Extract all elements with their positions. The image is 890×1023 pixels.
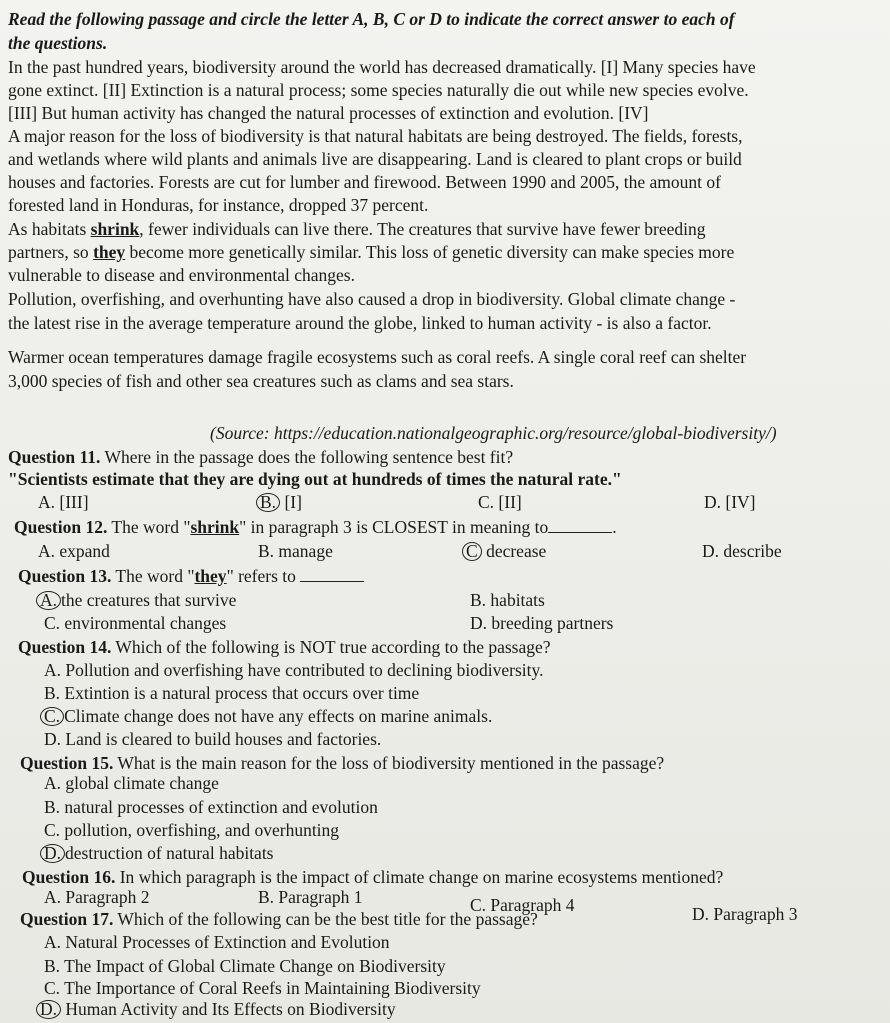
passage-line: Warmer ocean temperatures damage fragile ecosystems such as coral reefs. A single coral reef can shelter [8, 347, 747, 367]
q15-option-a[interactable]: A. global climate change [44, 773, 219, 793]
q11-option-b[interactable]: B. [I] [260, 491, 302, 513]
question-14: Question 14. Which of the following is NOT true according to the passage? [18, 637, 551, 657]
q14-option-c[interactable]: C. Climate change does not have any effects on marine animals. [44, 705, 492, 727]
q14-option-a[interactable]: A. Pollution and overfishing have contributed to declining biodiversity. [44, 660, 544, 680]
underlined-word-shrink: shrink [90, 219, 140, 239]
question-11-quote: "Scientists estimate that they are dying out at hundreds of times the natural rate." [8, 469, 622, 489]
q12-option-c[interactable]: C decrease [466, 540, 546, 562]
question-16: Question 16. In which paragraph is the impact of climate change on marine ecosystems mentioned? [22, 867, 724, 887]
q16-option-d[interactable]: D. Paragraph 3 [692, 904, 798, 924]
q15-option-b[interactable]: B. natural processes of extinction and evolution [44, 797, 378, 817]
passage-line: houses and factories. Forests are cut for lumber and firewood. Between 1990 and 2005, the amount of [8, 172, 721, 192]
answer-blank [548, 518, 612, 533]
q14-option-b[interactable]: B. Extintion is a natural process that occurs over time [44, 683, 420, 703]
q16-option-c[interactable]: C. Paragraph 4 [470, 895, 575, 915]
q16-option-b[interactable]: B. Paragraph 1 [258, 887, 363, 907]
q16-option-a[interactable]: A. Paragraph 2 [44, 887, 150, 907]
instruction-line-1: Read the following passage and circle the letter A, B, C or D to indicate the correct answer to each of [8, 9, 735, 29]
question-17: Question 17. Which of the following can be the best title for the passage? [20, 909, 538, 929]
answer-circle: C. [40, 707, 64, 726]
answer-circle: A. [36, 591, 61, 610]
q12-option-a[interactable]: A. expand [38, 541, 110, 561]
instruction-line-2: the questions. [8, 33, 108, 53]
source-citation: (Source: https://education.nationalgeographic.org/resource/global-biodiversity/) [210, 423, 777, 443]
q17-option-a[interactable]: A. Natural Processes of Extinction and Evolution [44, 932, 390, 952]
q13-option-c[interactable]: C. environmental changes [44, 613, 227, 633]
q11-option-d[interactable]: D. [IV] [704, 492, 756, 512]
q17-option-c[interactable]: C. The Importance of Coral Reefs in Maintaining Biodiversity [44, 978, 481, 998]
passage-line: and wetlands where wild plants and animals live are disappearing. Land is cleared to plant crops or build [8, 149, 742, 169]
question-13: Question 13. The word "they" refers to [18, 565, 364, 587]
q11-option-c[interactable]: C. [II] [478, 492, 522, 512]
passage-line: A major reason for the loss of biodiversity is that natural habitats are being destroyed. The fields, forests, [8, 126, 743, 146]
answer-circle: D. [40, 844, 65, 863]
q13-option-d[interactable]: D. breeding partners [470, 613, 614, 633]
passage-line: As habitats shrink, fewer individuals can live there. The creatures that survive have fewer breeding [8, 219, 706, 239]
passage-line: Pollution, overfishing, and overhunting have also caused a drop in biodiversity. Global climate change - [8, 289, 736, 309]
q12-option-b[interactable]: B. manage [258, 541, 333, 561]
q11-option-a[interactable]: A. [III] [38, 492, 89, 512]
question-11: Question 11. Where in the passage does the following sentence best fit? [8, 447, 514, 467]
q17-option-b[interactable]: B. The Impact of Global Climate Change on Biodiversity [44, 956, 446, 976]
passage-line: [III] But human activity has changed the natural processes of extinction and evolution. [IV] [8, 103, 649, 123]
passage-line: 3,000 species of fish and other sea creatures such as clams and sea stars. [8, 371, 514, 391]
question-15: Question 15. What is the main reason for the loss of biodiversity mentioned in the passage? [20, 753, 665, 773]
passage-line: In the past hundred years, biodiversity around the world has decreased dramatically. [I] Many species have [8, 57, 756, 77]
passage-line: gone extinct. [II] Extinction is a natural process; some species naturally die out while new species evolve. [8, 80, 749, 100]
q14-option-d[interactable]: D. Land is cleared to build houses and factories. [44, 729, 382, 749]
passage-line: the latest rise in the average temperature around the globe, linked to human activity - is also a factor. [8, 313, 712, 333]
q15-option-d[interactable]: D. destruction of natural habitats [44, 842, 274, 864]
underlined-word-they: they [93, 242, 126, 262]
passage-line: forested land in Honduras, for instance, dropped 37 percent. [8, 195, 429, 215]
q17-option-d[interactable]: D. Human Activity and Its Effects on Biodiversity [40, 998, 396, 1020]
answer-circle: D. [36, 1000, 61, 1019]
answer-circle: B. [256, 493, 280, 512]
passage-line: vulnerable to disease and environmental changes. [8, 265, 355, 285]
answer-blank [300, 567, 364, 582]
q13-option-a[interactable]: A. the creatures that survive [40, 589, 236, 611]
question-12: Question 12. The word "shrink" in paragraph 3 is CLOSEST in meaning to . [14, 517, 617, 537]
passage-line: partners, so they become more genetically similar. This loss of genetic diversity can make species more [8, 242, 735, 262]
q15-option-c[interactable]: C. pollution, overfishing, and overhunting [44, 820, 340, 840]
q12-option-d[interactable]: D. describe [702, 541, 782, 561]
answer-circle: C [462, 542, 482, 561]
q13-option-b[interactable]: B. habitats [470, 590, 545, 610]
